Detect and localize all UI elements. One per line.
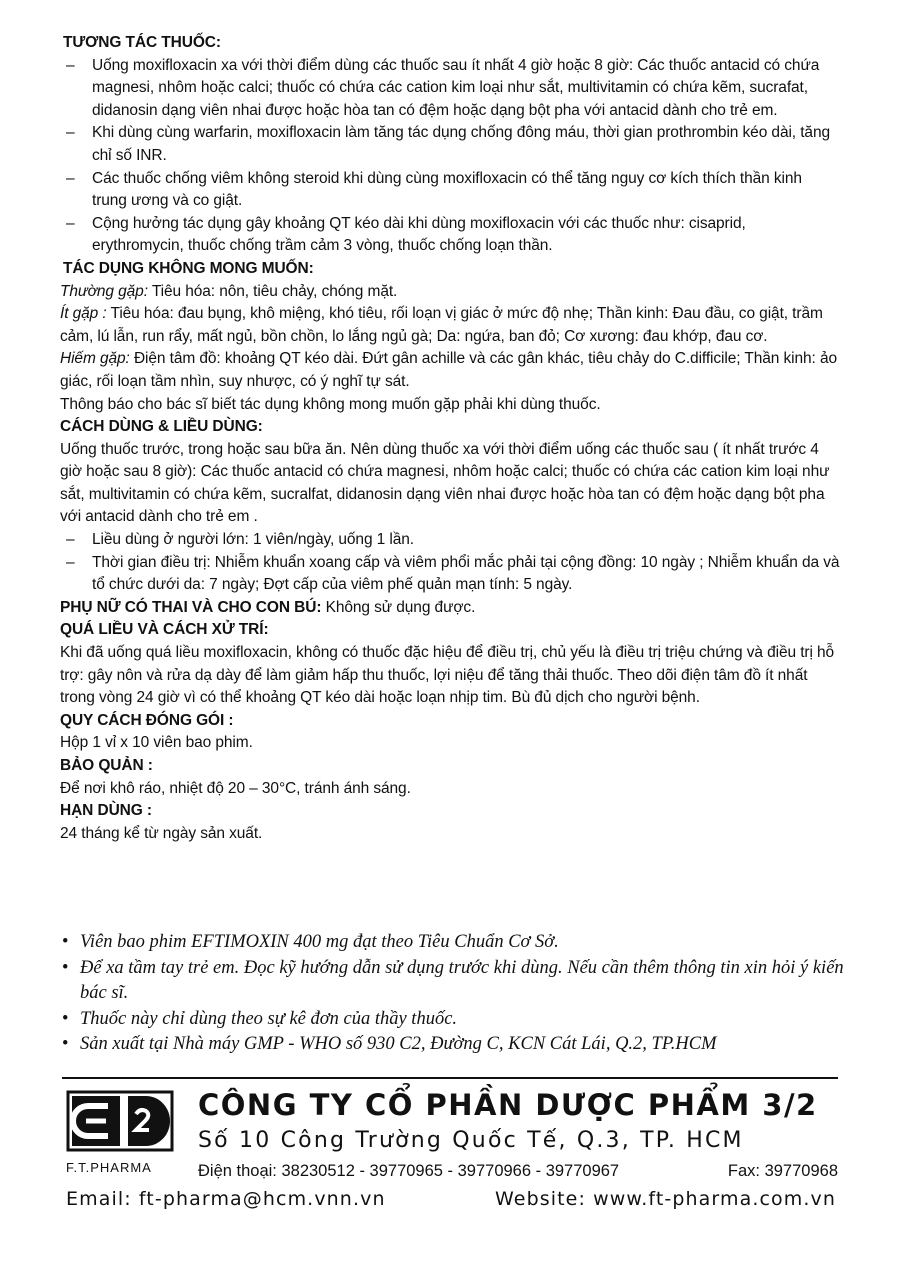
contact-row (198, 1162, 838, 1181)
dash-marker: – (66, 124, 75, 142)
side-effects-notice: Thông báo cho bác sĩ biết tác dụng không mong muốn gặp phải khi dùng thuốc. (60, 395, 601, 413)
website-address: Website: www.ft-pharma.com.vn (495, 1188, 836, 1210)
list-item (60, 55, 840, 123)
note-3: Thuốc này chỉ dùng theo sự kê đơn của thầy thuốc. (80, 1008, 458, 1029)
side-effects-rare (60, 348, 840, 393)
bullet-marker: • (62, 957, 69, 978)
rare-label: Hiếm gặp: (60, 350, 130, 368)
common-label: Thường gặp: (60, 282, 148, 300)
interaction-item-1: Uống moxifloxacin xa với thời điểm dùng các thuốc sau ít nhất 4 giờ hoặc 8 giờ: Các thuốc antacid có chứa magnesi, nhôm hoặc calci; thuốc có chứa các cation kim loại như sắt, multivitamin có chứa kẽm, sucrafat, didanosin dạng viên nhai được hoặc hòa tan có đệm hoặc dạng bột pha với antacid dành cho trẻ em. (92, 56, 820, 119)
dosage-heading: CÁCH DÙNG & LIỀU DÙNG: (60, 418, 263, 436)
side-effects-uncommon (60, 303, 840, 348)
dosage-item-1: Liều dùng ở người lớn: 1 viên/ngày, uống 1 lần. (92, 531, 414, 549)
pregnancy-section (60, 597, 840, 620)
dash-marker: – (66, 56, 75, 74)
company-address: Số 10 Công Trường Quốc Tế, Q.3, TP. HCM (198, 1128, 744, 1153)
company-logo-icon (66, 1090, 174, 1152)
list-item (60, 1032, 850, 1058)
company-name: CÔNG TY CỔ PHẦN DƯỢC PHẨM 3/2 (198, 1088, 818, 1122)
leaflet-body (60, 32, 840, 845)
packaging-heading: QUY CÁCH ĐÓNG GÓI : (60, 711, 234, 729)
phone-numbers: Điện thoại: 38230512 - 39770965 - 39770966 - 39770967 (198, 1162, 620, 1180)
storage-heading: BẢO QUẢN : (60, 757, 153, 774)
list-item (60, 930, 850, 956)
list-item (60, 552, 840, 597)
note-2: Để xa tầm tay trẻ em. Đọc kỹ hướng dẫn sử dụng trước khi dùng. Nếu cần thêm thông tin xin hỏi ý kiến bác sĩ. (80, 957, 844, 1003)
uncommon-label: Ít gặp : (60, 305, 107, 323)
web-contact-row (66, 1188, 836, 1210)
pregnancy-text: Không sử dụng được. (321, 598, 476, 616)
list-item (60, 1007, 850, 1033)
overdose-text: Khi đã uống quá liều moxifloxacin, không có thuốc đặc hiệu để điều trị, chủ yếu là điều trị triệu chứng và điều trị hỗ trợ: gây nôn và rửa dạ dày để làm giảm hấp thu thuốc, lợi niệu để tăng thải thuốc. Theo dõi điện tâm đồ ít nhất trong vòng 24 giờ vì có thể khoảng QT kéo dài hoặc loạn nhịp tim. Bù đủ dịch cho người bệnh. (60, 644, 835, 707)
interaction-item-2: Khi dùng cùng warfarin, moxifloxacin làm tăng tác dụng chống đông máu, thời gian prothrombin kéo dài, tăng chỉ số INR. (92, 124, 830, 164)
logo-caption: F.T.PHARMA (66, 1160, 152, 1175)
storage-text: Để nơi khô ráo, nhiệt độ 20 – 30°C, tránh ánh sáng. (60, 779, 411, 797)
uncommon-text: Tiêu hóa: đau bụng, khô miệng, khó tiêu, rối loạn vị giác ở mức độ nhẹ; Thần kinh: Đau đầu, co giật, trầm cảm, lú lẫn, run rẩy, mất ngủ, bồn chồn, lo lắng ngủ gà; Da: ngứa, ban đỏ; Cơ xương: đau khớp, đau cơ. (60, 305, 823, 345)
list-item (60, 213, 840, 258)
pregnancy-heading: PHỤ NỮ CÓ THAI VÀ CHO CON BÚ: (60, 598, 322, 616)
list-item (60, 122, 840, 167)
list-item (60, 168, 840, 213)
bullet-marker: • (62, 1034, 69, 1054)
dash-marker: – (66, 531, 75, 549)
common-text: Tiêu hóa: nôn, tiêu chảy, chóng mặt. (147, 282, 398, 300)
email-address: Email: ft-pharma@hcm.vnn.vn (66, 1188, 386, 1210)
note-1: Viên bao phim EFTIMOXIN 400 mg đạt theo Tiêu Chuẩn Cơ Sở. (80, 932, 559, 952)
overdose-heading: QUÁ LIỀU VÀ CÁCH XỬ TRÍ: (60, 621, 269, 639)
list-item (60, 529, 840, 552)
dosage-intro: Uống thuốc trước, trong hoặc sau bữa ăn. Nên dùng thuốc xa với thời điểm uống các thuốc sau ( ít nhất trước 4 giờ hoặc sau 8 giờ): Các thuốc antacid có chứa magnesi, nhôm hoặc calci; thuốc có chứa các cation kim loại như sắt, multivitamin có chứa kẽm, sucralfat, didanosin dạng viên nhai được hoặc hòa tan có đệm hoặc dạng bột pha với antacid dành cho trẻ em . (60, 440, 830, 526)
expiry-heading: HẠN DÙNG : (60, 802, 152, 820)
fax-number: Fax: 39770968 (727, 1162, 838, 1180)
side-effects-heading: TÁC DỤNG KHÔNG MONG MUỐN: (63, 259, 314, 277)
bullet-marker: • (62, 932, 69, 952)
packaging-text: Hộp 1 vỉ x 10 viên bao phim. (60, 734, 253, 752)
divider-line (62, 1077, 838, 1079)
dash-marker: – (66, 214, 75, 232)
dash-marker: – (66, 169, 75, 187)
list-item (60, 956, 850, 1007)
interaction-item-3: Các thuốc chống viêm không steroid khi dùng cùng moxifloxacin có thể tăng nguy cơ kích thích thần kinh trung ương và co giật. (92, 169, 802, 210)
expiry-text: 24 tháng kể từ ngày sản xuất. (60, 824, 263, 842)
side-effects-common (60, 281, 840, 304)
dash-marker: – (66, 553, 75, 571)
notes-list (60, 930, 850, 1058)
dosage-item-2: Thời gian điều trị: Nhiễm khuẩn xoang cấp và viêm phổi mắc phải tại cộng đồng: 10 ngày ; Nhiễm khuẩn da và tổ chức dưới da: 7 ngày; Đợt cấp của viêm phế quản mạn tính: 5 ngày. (92, 553, 840, 594)
interactions-heading: TƯƠNG TÁC THUỐC: (63, 34, 221, 51)
interaction-item-4: Cộng hưởng tác dụng gây khoảng QT kéo dài khi dùng moxifloxacin với các thuốc như: cisaprid, erythromycin, thuốc chống trầm cảm 3 vòng, thuốc chống loạn thần. (92, 214, 746, 255)
note-4: Sản xuất tại Nhà máy GMP - WHO số 930 C2, Đường C, KCN Cát Lái, Q.2, TP.HCM (80, 1034, 717, 1054)
rare-text: Điện tâm đồ: khoảng QT kéo dài. Đứt gân achille và các gân khác, tiêu chảy do C.difficile; Thần kinh: ảo giác, rối loạn tầm nhìn, suy nhược, có ý nghĩ tự sát. (60, 350, 838, 390)
bullet-marker: • (62, 1008, 69, 1029)
